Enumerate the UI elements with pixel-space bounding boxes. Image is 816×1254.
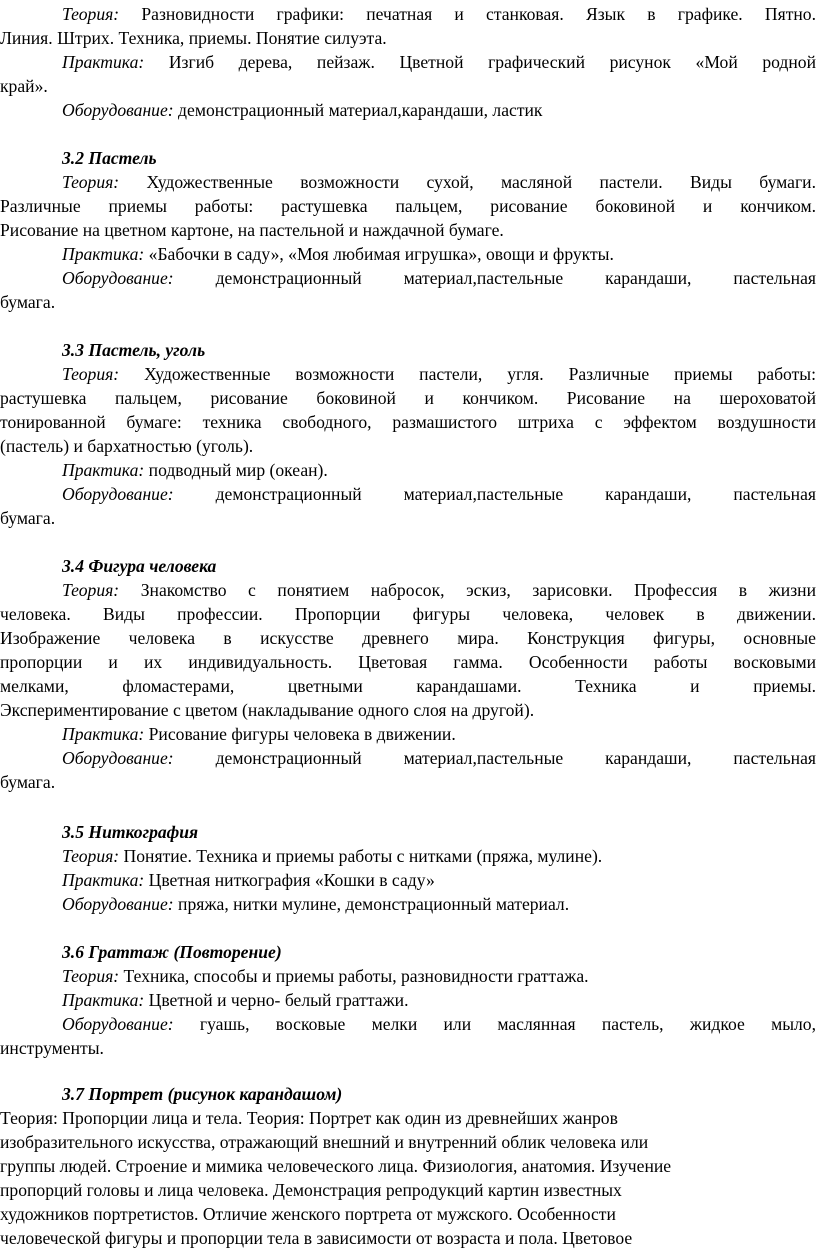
- theory-line: Изображение человека в искусстве древнего мира. Конструкция фигуры, основные: [0, 628, 816, 648]
- theory-label: Теория:: [62, 364, 120, 384]
- theory-line: (пастель) и бархатностью (уголь).: [0, 436, 254, 456]
- theory-text: Художественные возможности сухой, масляной пастели. Виды бумаги.: [119, 172, 816, 192]
- theory-line: Рисование на цветном картоне, на пастельной и наждачной бумаге.: [0, 220, 504, 240]
- theory-label: Теория:: [62, 966, 120, 986]
- theory-line: тонированной бумаге: техника свободного, размашистого штриха с эффектом воздушности: [0, 412, 816, 432]
- equipment-line: [0, 746, 816, 770]
- equipment-line: бумага.: [0, 292, 56, 312]
- theory-line: растушевка пальцем, рисование боковиной и кончиком. Рисование на шероховатой: [0, 388, 816, 408]
- theory-line: Различные приемы работы: растушевка пальцем, рисование боковиной и кончиком.: [0, 196, 816, 216]
- practice-text: подводный мир (океан).: [144, 460, 328, 480]
- body-line: изобразительного искусства, отражающий внешний и внутренний облик человека или: [0, 1132, 649, 1152]
- practice-line: [0, 868, 816, 892]
- equipment-line: [0, 98, 816, 122]
- body-line: человеческой фигуры и пропорции тела в зависимости от возраста и пола. Цветовое: [0, 1228, 633, 1248]
- practice-line: край».: [0, 76, 48, 96]
- practice-line: [0, 988, 816, 1012]
- theory-line: [0, 844, 816, 868]
- practice-text: Изгиб дерева, пейзаж. Цветной графический рисунок «Мой родной: [144, 52, 816, 72]
- practice-label: Практика:: [62, 724, 145, 744]
- equipment-label: Оборудование:: [62, 100, 174, 120]
- theory-line: Линия. Штрих. Техника, приемы. Понятие силуэта.: [0, 28, 387, 48]
- equipment-text: гуашь, восковые мелки или маслянная пастель, жидкое мыло,: [173, 1014, 816, 1034]
- practice-label: Практика:: [62, 870, 145, 890]
- equipment-text: демонстрационный материал,пастельные карандаши, пастельная: [173, 268, 816, 288]
- theory-text: Техника, способы и приемы работы, разновидности граттажа.: [119, 966, 589, 986]
- section-heading: 3.7 Портрет (рисунок карандашом): [62, 1084, 343, 1104]
- practice-label: Практика:: [62, 244, 145, 264]
- practice-text: Цветная ниткография «Кошки в саду»: [144, 870, 435, 890]
- theory-text: Художественные возможности пастели, угля. Различные приемы работы:: [119, 364, 816, 384]
- equipment-label: Оборудование:: [62, 484, 174, 504]
- equipment-line: [0, 482, 816, 506]
- body-line: пропорций головы и лица человека. Демонстрация репродукций картин известных: [0, 1180, 622, 1200]
- equipment-text: пряжа, нитки мулине, демонстрационный материал.: [173, 894, 570, 914]
- theory-text: Понятие. Техника и приемы работы с нитками (пряжа, мулине).: [119, 846, 603, 866]
- theory-line: Экспериментирование с цветом (накладывание одного слоя на другой).: [0, 700, 535, 720]
- section-heading: 3.6 Граттаж (Повторение): [62, 942, 282, 962]
- section-heading: 3.4 Фигура человека: [62, 556, 217, 576]
- theory-line: [0, 170, 816, 194]
- theory-line: человека. Виды профессии. Пропорции фигуры человека, человек в движении.: [0, 604, 816, 624]
- equipment-text: демонстрационный материал,пастельные карандаши, пастельная: [173, 748, 816, 768]
- practice-line: [0, 458, 816, 482]
- theory-line: пропорции и их индивидуальность. Цветовая гамма. Особенности работы восковыми: [0, 652, 816, 672]
- equipment-text: демонстрационный материал,карандаши, ластик: [173, 100, 543, 120]
- practice-label: Практика:: [62, 460, 145, 480]
- section-heading: 3.5 Ниткография: [62, 822, 199, 842]
- body-line: группы людей. Строение и мимика человеческого лица. Физиология, анатомия. Изучение: [0, 1156, 672, 1176]
- practice-line: [0, 722, 816, 746]
- equipment-line: [0, 892, 816, 916]
- equipment-line: [0, 1012, 816, 1036]
- practice-line: [0, 50, 816, 74]
- theory-text: Разновидности графики: печатная и станковая. Язык в графике. Пятно.: [119, 4, 816, 24]
- practice-line: [0, 242, 816, 266]
- equipment-line: бумага.: [0, 772, 56, 792]
- practice-label: Практика:: [62, 990, 145, 1010]
- theory-line: [0, 362, 816, 386]
- theory-line: [0, 578, 816, 602]
- equipment-label: Оборудование:: [62, 894, 174, 914]
- theory-label: Теория:: [62, 172, 120, 192]
- body-line: Теория: Пропорции лица и тела. Теория: Портрет как один из древнейших жанров: [0, 1108, 618, 1128]
- theory-label: Теория:: [62, 846, 120, 866]
- theory-label: Теория:: [62, 4, 120, 24]
- section-heading: 3.2 Пастель: [62, 148, 157, 168]
- practice-label: Практика:: [62, 52, 145, 72]
- theory-text: Знакомство с понятием набросок, эскиз, зарисовки. Профессия в жизни: [119, 580, 816, 600]
- practice-text: «Бабочки в саду», «Моя любимая игрушка», овощи и фрукты.: [144, 244, 614, 264]
- equipment-label: Оборудование:: [62, 268, 174, 288]
- equipment-line: инструменты.: [0, 1038, 104, 1058]
- equipment-label: Оборудование:: [62, 1014, 174, 1034]
- practice-text: Цветной и черно- белый граттажи.: [144, 990, 409, 1010]
- equipment-line: [0, 266, 816, 290]
- theory-line: [0, 964, 816, 988]
- theory-label: Теория:: [62, 580, 120, 600]
- body-line: художников портретистов. Отличие женского портрета от мужского. Особенности: [0, 1204, 616, 1224]
- theory-line: [0, 2, 816, 26]
- equipment-text: демонстрационный материал,пастельные карандаши, пастельная: [173, 484, 816, 504]
- theory-line: мелками, фломастерами, цветными карандашами. Техника и приемы.: [0, 676, 816, 696]
- practice-text: Рисование фигуры человека в движении.: [144, 724, 456, 744]
- section-heading: 3.3 Пастель, уголь: [62, 340, 206, 360]
- equipment-line: бумага.: [0, 508, 56, 528]
- equipment-label: Оборудование:: [62, 748, 174, 768]
